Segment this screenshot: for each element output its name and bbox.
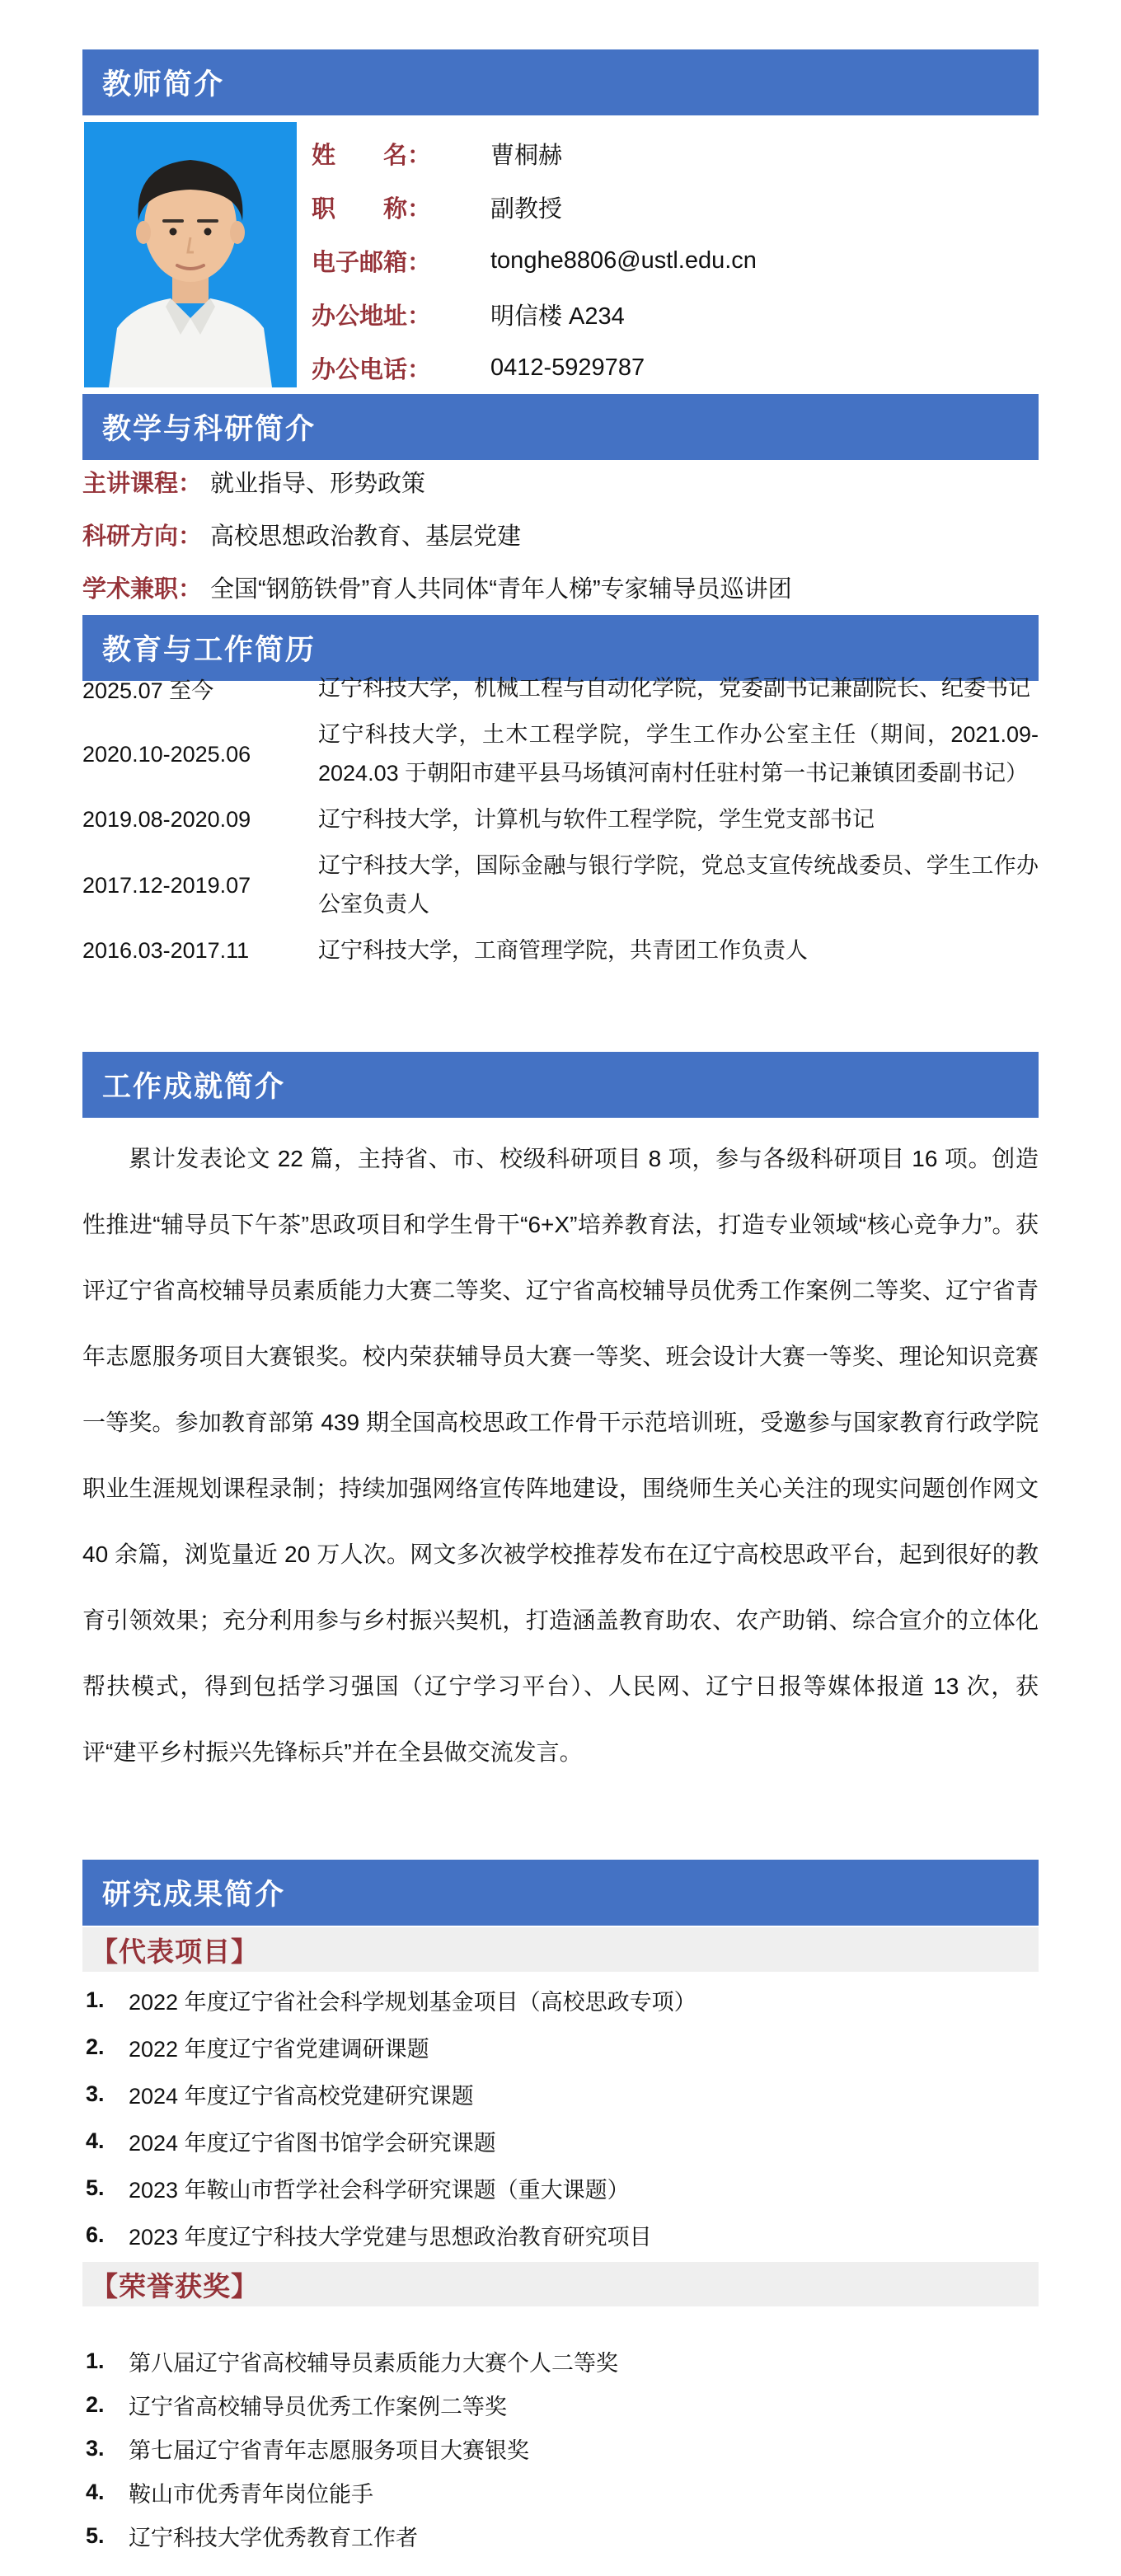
- field-label-office: 办公地址：: [312, 303, 432, 330]
- item-text: 第八届辽宁省高校辅导员素质能力大赛个人二等奖: [129, 2351, 618, 2376]
- list-item: [86, 2118, 1039, 2165]
- teaching-row: [82, 561, 1039, 613]
- history-description: 辽宁科技大学，计算机与软件工程学院，学生党支部书记: [318, 807, 875, 832]
- history-table: [82, 669, 1039, 978]
- profile-block: [82, 122, 1039, 387]
- history-description: 辽宁科技大学，国际金融与银行学院，党总支宣传统战委员、学生工作办公室负责人: [318, 853, 1039, 917]
- section-title: 工作成就简介: [102, 1071, 286, 1103]
- item-text: 2022 年度辽宁省社会科学规划基金项目（高校思政专项）: [129, 1990, 697, 2015]
- profile-field-row: [312, 288, 1039, 341]
- field-value-phone: 0412-5929787: [490, 354, 645, 381]
- list-item: [86, 2024, 1039, 2071]
- item-text: 辽宁科技大学优秀教育工作者: [129, 2526, 418, 2550]
- teaching-value-research-direction: 高校思想政治教育、基层党建: [210, 523, 522, 550]
- item-text: 鞍山市优秀青年岗位能手: [129, 2482, 373, 2507]
- field-value-name: 曹桐赫: [490, 143, 563, 169]
- item-text: 2023 年鞍山市哲学社会科学研究课题（重大课题）: [129, 2178, 630, 2203]
- profile-field-row: [312, 234, 1039, 288]
- teaching-block: [82, 455, 1039, 613]
- history-period: 2025.07 至今: [82, 678, 214, 703]
- item-text: 2024 年度辽宁省高校党建研究课题: [129, 2084, 474, 2109]
- item-text: 辽宁省高校辅导员优秀工作案例二等奖: [129, 2395, 507, 2419]
- section-title: 研究成果简介: [102, 1879, 286, 1911]
- group-heading-honors: [82, 2262, 1039, 2306]
- item-number: 6.: [86, 2222, 105, 2247]
- history-row: [82, 800, 1039, 839]
- section-title: 教学与科研简介: [102, 413, 317, 445]
- list-item: [86, 2470, 1039, 2514]
- item-number: 2.: [86, 2034, 105, 2059]
- list-item: [86, 2514, 1039, 2558]
- section-band-achievements: [82, 1052, 1039, 1118]
- faculty-profile-page: [82, 0, 1039, 2576]
- item-text: 第七届辽宁省青年志愿服务项目大赛银奖: [129, 2438, 529, 2463]
- section-band-teaching-research: [82, 394, 1039, 460]
- teaching-row: [82, 508, 1039, 561]
- history-row: [82, 669, 1039, 708]
- history-description: 辽宁科技大学，机械工程与自动化学院，党委副书记兼副院长、纪委书记: [318, 676, 1030, 701]
- teaching-label-courses: 主讲课程：: [82, 470, 203, 497]
- group-heading-text: 【代表项目】: [91, 1936, 259, 1967]
- field-label-name: 姓 名：: [312, 143, 432, 169]
- teaching-label-research-direction: 科研方向：: [82, 523, 203, 550]
- history-period: 2016.03-2017.11: [82, 938, 250, 963]
- list-item: [86, 1977, 1039, 2024]
- list-item: [86, 2212, 1039, 2259]
- group-heading-projects: [82, 1927, 1039, 1972]
- field-label-phone: 办公电话：: [312, 357, 432, 383]
- history-description: 辽宁科技大学，土木工程学院，学生工作办公室主任（期间，2021.09-2024.03 于朝阳市建平县马场镇河南村任驻村第一书记兼镇团委副书记）: [318, 722, 1039, 786]
- item-text: 2022 年度辽宁省党建调研课题: [129, 2037, 429, 2062]
- list-item: [86, 2427, 1039, 2470]
- item-number: 3.: [86, 2081, 105, 2106]
- field-value-title: 副教授: [490, 196, 563, 223]
- list-item: [86, 2071, 1039, 2118]
- list-item: [86, 2339, 1039, 2383]
- history-period: 2019.08-2020.09: [82, 807, 251, 832]
- item-number: 4.: [86, 2480, 105, 2504]
- item-number: 5.: [86, 2175, 105, 2200]
- achievements-paragraph: 累计发表论文 22 篇，主持省、市、校级科研项目 8 项，参与各级科研项目 16 项。创造性推进“辅导员下午茶”思政项目和学生骨干“6+X”培养教育法，打造专业领域“核心竞争力”。获评辽宁省高校辅导员素质能力大赛二等奖、辽宁省高校辅导员优秀工作案例二等奖、辽宁省青年志愿服务项目大赛银奖。校内荣获辅导员大赛一等奖、班会设计大赛一等奖、理论知识竞赛一等奖。参加教育部第 439 期全国高校思政工作骨干示范培训班，受邀参与国家教育行政学院职业生涯规划课程录制；持续加强网络宣传阵地建设，围绕师生关心关注的现实问题创作网文 40 余篇，浏览量近 20 万人次。网文多次被学校推荐发布在辽宁高校思政平台，起到很好的教育引领效果；充分利用参与乡村振兴契机，打造涵盖教育助农、农产助销、综合宣介的立体化帮扶模式，得到包括学习强国（辽宁学习平台）、人民网、辽宁日报等媒体报道 13 次，获评“建平乡村振兴先锋标兵”并在全县做交流发言。: [82, 1146, 1039, 1765]
- history-row: [82, 716, 1039, 793]
- teaching-value-courses: 就业指导、形势政策: [210, 470, 426, 497]
- profile-field-row: [312, 341, 1039, 395]
- contact-fields: [312, 127, 1039, 395]
- section-band-research-results: [82, 1860, 1039, 1926]
- history-row: [82, 931, 1039, 970]
- field-label-title: 职 称：: [312, 196, 432, 223]
- group-heading-text: 【荣誉获奖】: [91, 2270, 259, 2302]
- field-value-email: tonghe8806@ustl.edu.cn: [490, 247, 757, 274]
- teaching-row: [82, 455, 1039, 508]
- item-number: 1.: [86, 2348, 105, 2373]
- item-number: 4.: [86, 2128, 105, 2153]
- section-title: 教师简介: [102, 68, 225, 101]
- profile-field-row: [312, 127, 1039, 181]
- list-item: [86, 2383, 1039, 2427]
- teaching-value-academic-posts: 全国“钢筋铁骨”育人共同体“青年人梯”专家辅导员巡讲团: [210, 575, 792, 603]
- history-period: 2020.10-2025.06: [82, 741, 251, 767]
- section-band-teacher-intro: [82, 49, 1039, 115]
- profile-photo: [84, 122, 297, 387]
- item-number: 5.: [86, 2523, 105, 2548]
- profile-field-row: [312, 181, 1039, 234]
- section-title: 教育与工作简历: [102, 634, 317, 666]
- list-item: [86, 2165, 1039, 2212]
- item-number: 1.: [86, 1987, 105, 2012]
- history-description: 辽宁科技大学，工商管理学院，共青团工作负责人: [318, 938, 808, 963]
- field-label-email: 电子邮箱：: [312, 250, 432, 276]
- item-number: 2.: [86, 2392, 105, 2417]
- field-value-office: 明信楼 A234: [490, 303, 625, 330]
- item-text: 2024 年度辽宁省图书馆学会研究课题: [129, 2131, 496, 2156]
- item-text: 2023 年度辽宁科技大学党建与思想政治教育研究项目: [129, 2225, 652, 2250]
- teaching-label-academic-posts: 学术兼职：: [82, 575, 203, 603]
- honors-list: [86, 2339, 1039, 2558]
- projects-list: [86, 1977, 1039, 2259]
- history-row: [82, 847, 1039, 924]
- item-number: 3.: [86, 2436, 105, 2461]
- history-period: 2017.12-2019.07: [82, 872, 251, 898]
